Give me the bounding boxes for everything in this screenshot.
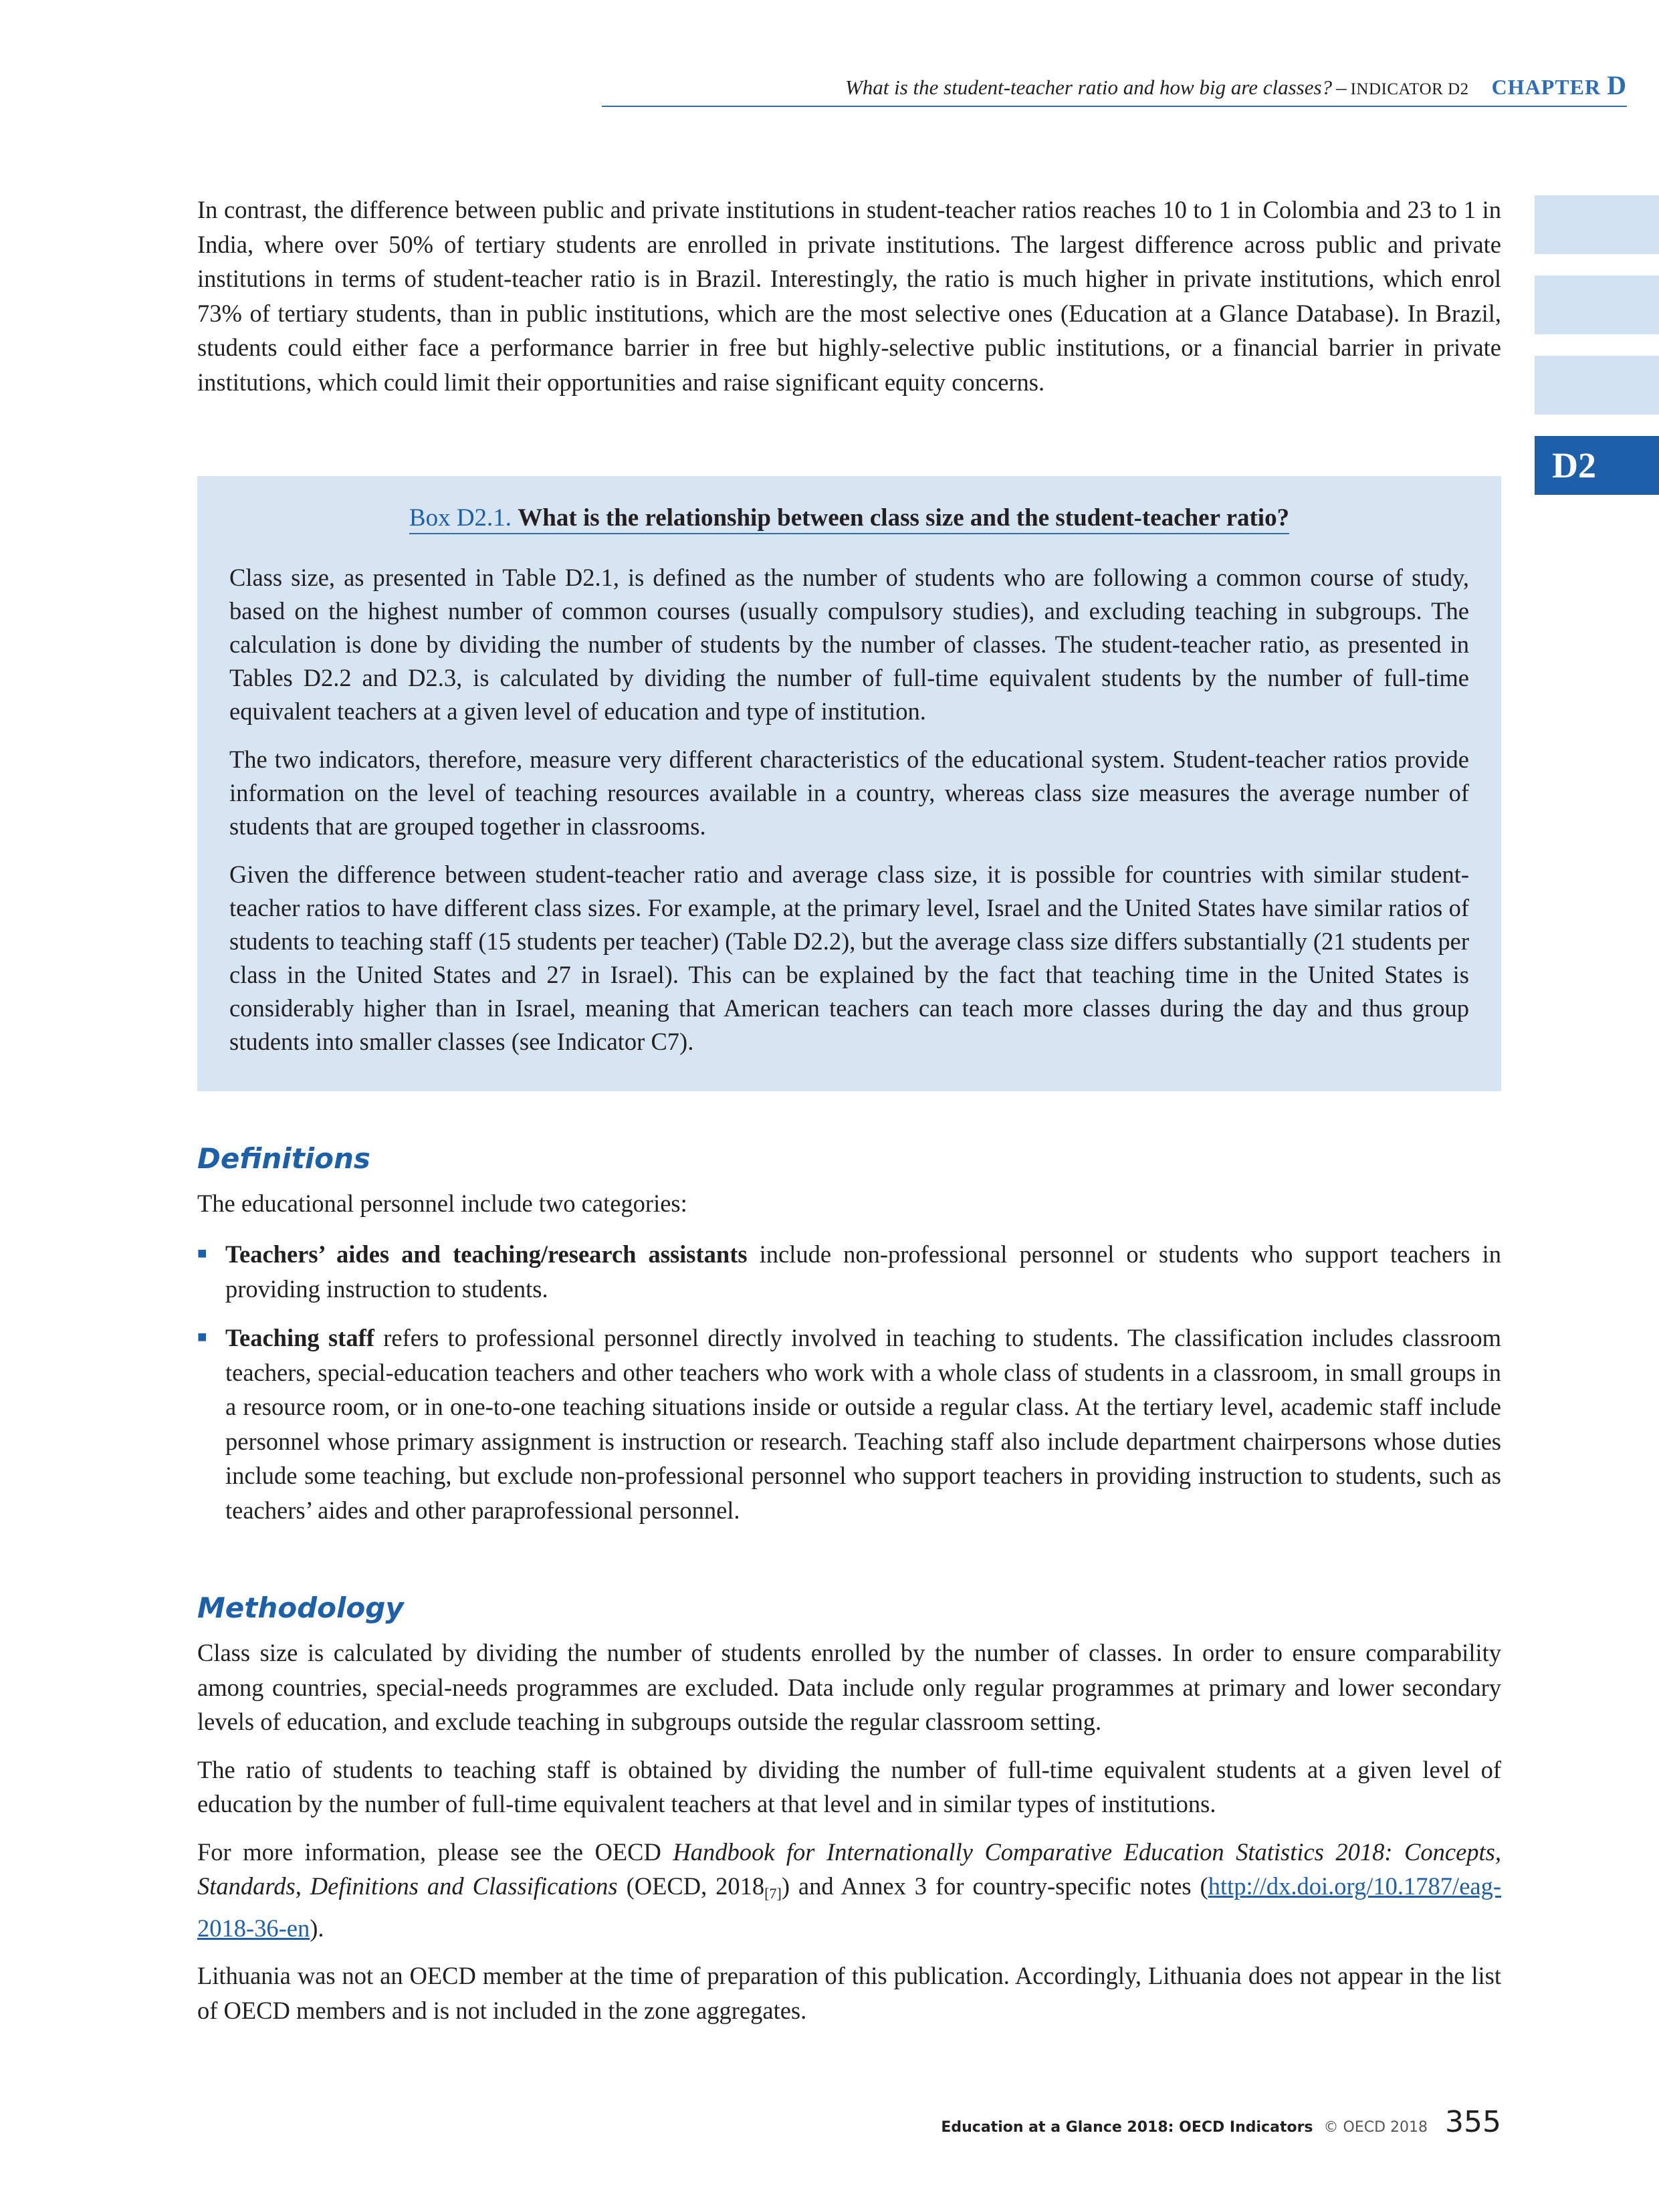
definition-text: refers to professional personnel directly involved in teaching to students. The classification includes classroom teachers, special-education teachers and other teachers who work with a whole class of students in a classroom, in small groups in a resource room, or in one-to-one teaching situations inside or outside a regular class. At the tertiary level, academic staff include personnel whose primary assignment is instruction or research. Teaching staff also include department chairpersons whose duties include some teaching, but exclude non-professional personnel who support teachers in providing instruction to students, such as teachers’ aides and other paraprofessional personnel. xyxy=(225,1324,1501,1524)
definitions-intro-block xyxy=(197,1186,1501,1221)
box-paragraph: Given the difference between student-teacher ratio and average class size, it is possible for countries with similar student-teacher ratios to have different class sizes. For example, at the primary level, Israel and the United States have similar ratios of students to teaching staff (15 students per teacher) (Table D2.2), but the average class size differs substantially (21 students per class in the United States and 27 in Israel). This can be explained by the fact that teaching time in the United States is considerably higher than in Israel, meaning that American teachers can teach more classes during the day and thus group students into smaller classes (see Indicator C7). xyxy=(229,861,1469,1055)
methodology-heading: Methodology xyxy=(197,1591,404,1624)
box-d2-1 xyxy=(197,476,1501,1091)
copyright: © OECD 2018 xyxy=(1323,2119,1428,2136)
indicator-label: INDICATOR D2 xyxy=(1350,80,1469,98)
doi-link[interactable]: http://dx.doi.org/10.1787/eag-2018-36-en xyxy=(197,1872,1502,1942)
side-tab-label: D2 xyxy=(1552,445,1596,485)
methodology-body xyxy=(197,1636,1501,2041)
square-bullet-icon: ■ xyxy=(197,1329,207,1346)
handbook-title: Handbook for Internationally Comparative Education Statistics 2018: Concepts, Standards, Definitions and Classifications xyxy=(197,1838,1501,1900)
methodology-paragraph: Lithuania was not an OECD member at the time of preparation of this publication. Accordingly, Lithuania does not appear in the list of OECD members and is not included in the zone aggregates. xyxy=(197,1962,1501,2024)
methodology-paragraph: Class size is calculated by dividing the number of students enrolled by the number of classes. In order to ensure comparability among countries, special-needs programmes are excluded. Data include only regular programmes at primary and lower secondary levels of education, and exclude teaching in subgroups outside the regular classroom setting. xyxy=(197,1639,1501,1735)
definition-term: Teaching staff xyxy=(225,1324,374,1351)
list-item xyxy=(197,1321,1501,1527)
definition-text: include non-professional personnel or students who support teachers in providing instruction to students. xyxy=(225,1240,1501,1303)
methodology-text: ) and Annex 3 for country-specific notes ( xyxy=(781,1872,1208,1900)
publication-title: Education at a Glance 2018: OECD Indicators xyxy=(941,2119,1313,2136)
box-paragraph: The two indicators, therefore, measure very different characteristics of the educational system. Student-teacher ratios provide information on the level of teaching resources available in a country, whereas class size measures the average number of students that are grouped together in classrooms. xyxy=(229,746,1469,840)
square-bullet-icon: ■ xyxy=(197,1245,207,1262)
side-tab-d2[interactable] xyxy=(1535,436,1659,495)
box-paragraph: Class size, as presented in Table D2.1, is defined as the number of students who are following a common course of study, based on the highest number of common courses (usually compulsory studies), and excluding teaching in subgroups. The calculation is done by dividing the number of students by the number of classes. The student-teacher ratio, as presented in Tables D2.2 and D2.3, is calculated by dividing the number of full-time equivalent students by the number of full-time equivalent teachers at a given level of education and type of institution. xyxy=(229,564,1469,725)
header-separator: – xyxy=(1336,76,1347,99)
chapter-label xyxy=(1492,70,1627,101)
side-tab-decor-3 xyxy=(1535,356,1659,415)
reference-marker: [7] xyxy=(764,1885,782,1902)
box-number: Box D2.1. xyxy=(409,504,512,532)
definition-term: Teachers’ aides and teaching/research assistants xyxy=(225,1240,748,1268)
methodology-text: (OECD, 2018 xyxy=(617,1872,765,1900)
page-footer xyxy=(941,2105,1501,2139)
box-body xyxy=(229,561,1469,1059)
definitions-list xyxy=(197,1237,1501,1542)
intro-paragraph: In contrast, the difference between public and private institutions in student-teacher ratios reaches 10 to 1 in Colombia and 23 to 1 in India, where over 50% of tertiary students are enrolled in private institutions. The largest difference across public and private institutions in terms of student-teacher ratio is in Brazil. Interestingly, the ratio is much higher in private institutions, which enrol 73% of tertiary students, than in public institutions, which are the most selective ones (Education at a Glance Database). In Brazil, students could either face a performance barrier in free but highly-selective public institutions, or a financial barrier in private institutions, which could limit their opportunities and raise significant equity concerns. xyxy=(197,196,1501,396)
methodology-text: For more information, please see the OECD xyxy=(197,1838,673,1866)
side-tab-decor-2 xyxy=(1535,275,1659,334)
list-item xyxy=(197,1237,1501,1306)
methodology-text: ). xyxy=(310,1914,324,1942)
chapter-letter: D xyxy=(1607,70,1627,100)
chapter-word: CHAPTER xyxy=(1491,75,1601,99)
methodology-paragraph: The ratio of students to teaching staff is obtained by dividing the number of full-time equivalent students at a given level of education by the number of full-time equivalent teachers at that level and in similar types of institutions. xyxy=(197,1755,1501,1817)
intro-section xyxy=(197,193,1501,399)
box-title xyxy=(229,501,1469,536)
box-title-text: What is the relationship between class size and the student-teacher ratio? xyxy=(518,504,1290,532)
methodology-paragraph xyxy=(197,1835,1501,1946)
side-tab-decor-1 xyxy=(1535,195,1659,254)
running-header xyxy=(602,70,1627,107)
definitions-intro: The educational personnel include two categories: xyxy=(197,1190,687,1217)
page-number: 355 xyxy=(1445,2105,1501,2139)
running-title: What is the student-teacher ratio and how big are classes? xyxy=(845,76,1333,99)
definitions-heading: Definitions xyxy=(197,1142,370,1175)
